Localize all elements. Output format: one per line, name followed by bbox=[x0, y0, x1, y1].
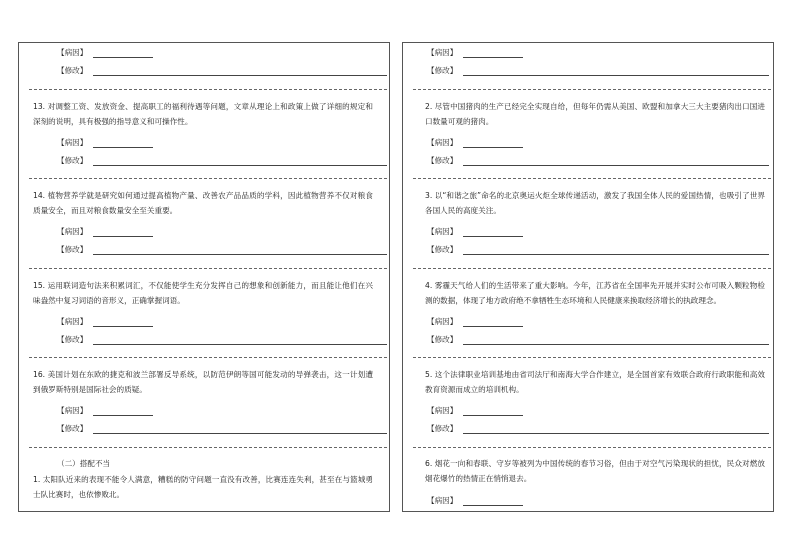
question-4: 4. 雾霾天气给人们的生活带来了重大影响。今年，江苏省在全国率先开展并实时公布可吸入颗粒物检测的数据，体现了地方政府绝不拿牺牲生态环境和人民健康来换取经济增长的执政理念。 bbox=[425, 281, 765, 305]
separator bbox=[29, 268, 387, 269]
question-13: 13. 对调整工资、发放资金、提高职工的福利待遇等问题，文章从理论上和政策上做了详细的规定和深刻的说明，具有极强的指导意义和可操作性。 bbox=[33, 102, 373, 126]
fix-blank[interactable] bbox=[93, 433, 387, 434]
cause-blank[interactable] bbox=[463, 415, 523, 416]
fix-label: 【修改】 bbox=[57, 424, 88, 433]
separator bbox=[413, 447, 771, 448]
fix-blank[interactable] bbox=[93, 165, 387, 166]
cause-label: 【病因】 bbox=[57, 48, 88, 57]
cause-label: 【病因】 bbox=[57, 406, 88, 415]
fix-label: 【修改】 bbox=[427, 245, 458, 254]
question-1: 1. 太阳队近来的表现不能令人满意，糟糕的防守问题一直没有改善，比赛连连失利，甚至在与篮城勇士队比赛时，也依惨败北。 bbox=[33, 475, 373, 499]
cause-label: 【病因】 bbox=[427, 227, 458, 236]
question-3: 3. 以“和谐之旅”命名的北京奥运火炬全球传递活动，激发了我国全体人民的爱国热情，也吸引了世界各国人民的高度关注。 bbox=[425, 191, 765, 215]
separator bbox=[413, 89, 771, 90]
question-5: 5. 这个法律职业培训基地由省司法厅和南海大学合作建立，是全国首家有效联合政府行政职能和高效教育资源而成立的培训机构。 bbox=[425, 370, 765, 394]
fix-blank[interactable] bbox=[463, 254, 769, 255]
fix-label: 【修改】 bbox=[57, 245, 88, 254]
separator bbox=[29, 357, 387, 358]
fix-blank[interactable] bbox=[463, 75, 769, 76]
fix-label: 【修改】 bbox=[427, 424, 458, 433]
fix-blank[interactable] bbox=[93, 75, 387, 76]
cause-blank[interactable] bbox=[93, 236, 153, 237]
fix-label: 【修改】 bbox=[427, 335, 458, 344]
separator bbox=[413, 178, 771, 179]
section-heading: （二）搭配不当 bbox=[57, 459, 111, 468]
question-15: 15. 运用联词造句法来积累词汇，不仅能使学生充分发挥自己的想象和创新能力，而且能让他们在兴味盎然中复习词语的音形义，正确掌握词语。 bbox=[33, 281, 373, 305]
question-6: 6. 烟花一向和春联、守岁等被列为中国传统的春节习俗，但由于对空气污染现状的担忧，民众对燃放烟花爆竹的热情正在悄悄退去。 bbox=[425, 459, 765, 483]
fix-blank[interactable] bbox=[463, 344, 769, 345]
separator bbox=[29, 178, 387, 179]
cause-blank[interactable] bbox=[463, 57, 523, 58]
cause-label: 【病因】 bbox=[57, 138, 88, 147]
right-column bbox=[402, 42, 774, 512]
cause-blank[interactable] bbox=[463, 147, 523, 148]
question-16: 16. 美国计划在东欧的捷克和波兰部署反导系统，以防范伊朗等国可能发动的导弹袭击，这一计划遭到俄罗斯特别是国际社会的质疑。 bbox=[33, 370, 373, 394]
cause-label: 【病因】 bbox=[57, 227, 88, 236]
separator bbox=[29, 89, 387, 90]
separator bbox=[29, 447, 387, 448]
fix-blank[interactable] bbox=[463, 433, 769, 434]
cause-label: 【病因】 bbox=[57, 317, 88, 326]
left-column bbox=[18, 42, 390, 512]
question-14: 14. 植物营养学就是研究如何通过提高植物产量、改善农产品品质的学科，因此植物营养不仅对粮食质量安全，而且对粮食数量安全至关重要。 bbox=[33, 191, 373, 215]
fix-blank[interactable] bbox=[463, 165, 769, 166]
fix-blank[interactable] bbox=[93, 344, 387, 345]
fix-blank[interactable] bbox=[93, 254, 387, 255]
cause-blank[interactable] bbox=[93, 326, 153, 327]
cause-label: 【病因】 bbox=[427, 406, 458, 415]
fix-label: 【修改】 bbox=[57, 156, 88, 165]
cause-label: 【病因】 bbox=[427, 48, 458, 57]
cause-blank[interactable] bbox=[463, 505, 523, 506]
cause-blank[interactable] bbox=[463, 236, 523, 237]
question-2: 2. 尽管中国猪肉的生产已经完全实现自给，但每年仍需从美国、欧盟和加拿大三大主要猪肉出口国进口数量可观的猪肉。 bbox=[425, 102, 765, 126]
fix-label: 【修改】 bbox=[57, 66, 88, 75]
cause-label: 【病因】 bbox=[427, 317, 458, 326]
fix-label: 【修改】 bbox=[57, 335, 88, 344]
cause-label: 【病因】 bbox=[427, 138, 458, 147]
cause-blank[interactable] bbox=[93, 415, 153, 416]
cause-blank[interactable] bbox=[463, 326, 523, 327]
separator bbox=[413, 268, 771, 269]
fix-label: 【修改】 bbox=[427, 156, 458, 165]
fix-label: 【修改】 bbox=[427, 66, 458, 75]
cause-blank[interactable] bbox=[93, 57, 153, 58]
cause-blank[interactable] bbox=[93, 147, 153, 148]
cause-label: 【病因】 bbox=[427, 496, 458, 505]
separator bbox=[413, 357, 771, 358]
